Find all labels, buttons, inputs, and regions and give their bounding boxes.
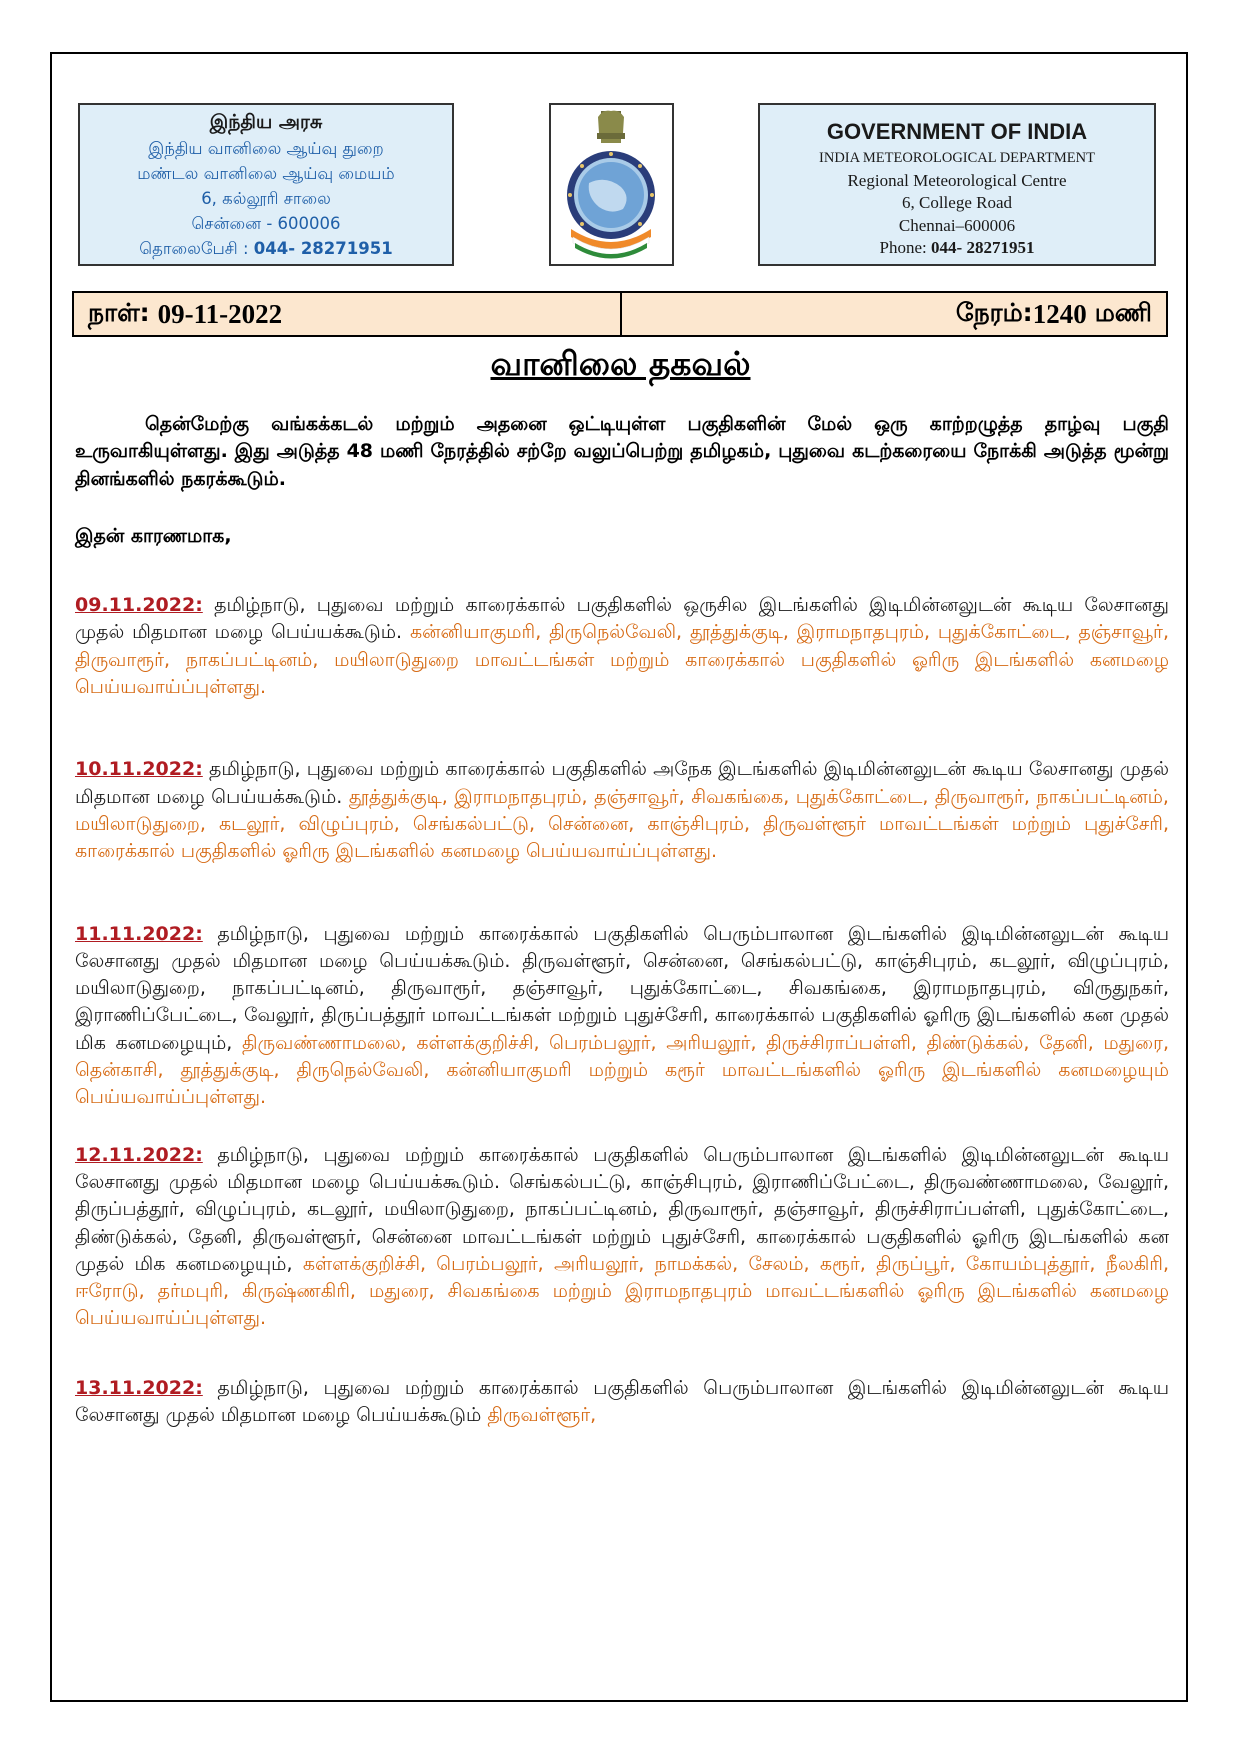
- date-time-row: [72, 291, 1168, 337]
- forecast-heavy-text: திருவள்ளூர்,: [487, 1404, 597, 1427]
- forecast-date: 09.11.2022:: [75, 594, 203, 617]
- forecast-normal-text: தமிழ்நாடு, புதுவை மற்றும் காரைக்கால் பகுதிகளில் ஒருசில இடங்களில் இடிமின்னலுடன் கூடிய லேசானது முதல் மிதமான மழை பெய்யக்கூடும்.: [75, 594, 1169, 644]
- forecast-date: 10.11.2022:: [75, 758, 203, 781]
- time-value: 1240: [1032, 298, 1087, 329]
- header-tamil-phone: 044- 28271951: [253, 239, 393, 258]
- header-tamil-phone-line: [80, 236, 452, 261]
- header-english-box: [758, 103, 1156, 266]
- forecast-day-4: [75, 1142, 1169, 1333]
- reason-line: இதன் காரணமாக,: [75, 524, 232, 547]
- header-tamil-city: சென்னை - 600006: [191, 214, 341, 233]
- forecast-heavy-text: தூத்துக்குடி, இராமநாதபுரம், தஞ்சாவூர், சிவகங்கை, புதுக்கோட்டை, திருவாரூர், நாகப்பட்டினம், மயிலாடுதுறை, கடலூர், விழுப்புரம், செங்கல்பட்டு, சென்னை, காஞ்சிபுரம், திருவள்ளூர் மாவட்டங்கள் மற்றும் புதுச்சேரி, காரைக்கால் பகுதிகளில் ஓரிரு இடங்களில் கனமழை பெய்யவாய்ப்புள்ளது.: [75, 785, 1169, 863]
- time-label: நேரம்:: [955, 297, 1033, 327]
- time-cell: [622, 293, 1166, 335]
- header-english-title: GOVERNMENT OF INDIA: [826, 119, 1088, 144]
- forecast-day-2: [75, 756, 1169, 865]
- header-tamil-dept: இந்திய வானிலை ஆய்வு துறை: [148, 139, 384, 158]
- date-value: 09-11-2022: [157, 298, 283, 329]
- header-tamil-phone-label: தொலைபேசி :: [139, 239, 249, 258]
- forecast-heavy-text: கள்ளக்குறிச்சி, பெரம்பலூர், அரியலூர், நாமக்கல், சேலம், கரூர், திருப்பூர், கோயம்புத்தூர், நீலகிரி, ஈரோடு, தர்மபுரி, கிருஷ்ணகிரி, மதுரை, சிவகங்கை மற்றும் இராமநாதபுரம் மாவட்டங்களில் ஓரிரு இடங்களில் கனமழை பெய்யவாய்ப்புள்ளது.: [75, 1252, 1170, 1330]
- header-tamil-title: இந்திய அரசு: [209, 111, 323, 133]
- header-tamil-centre: மண்டல வானிலை ஆய்வு மையம்: [137, 164, 395, 183]
- emblem-box: [549, 103, 674, 266]
- forecast-day-5: [75, 1375, 1169, 1430]
- time-unit: மணி: [1094, 297, 1152, 327]
- header-english-phone: 044- 28271951: [931, 238, 1035, 257]
- document-title: வானிலை தகவல்: [490, 344, 751, 383]
- date-cell: [74, 293, 622, 335]
- header-english-address: 6, College Road: [901, 193, 1012, 212]
- forecast-normal-text: தமிழ்நாடு, புதுவை மற்றும் காரைக்கால் பகுதிகளில் பெரும்பாலான இடங்களில் இடிமின்னலுடன் கூடிய லேசானது முதல் மிதமான மழை பெய்யக்கூடும். திருவள்ளூர், சென்னை, செங்கல்பட்டு, காஞ்சிபுரம், கடலூர், விழுப்புரம், மயிலாடுதுறை, நாகப்பட்டினம், திருவாரூர், தஞ்சாவூர், புதுக்கோட்டை, சிவகங்கை, இராமநாதபுரம், விருதுநகர், இராணிப்பேட்டை, வேலூர், திருப்பத்தூர் மாவட்டங்கள் மற்றும் புதுச்சேரி, காரைக்கால் பகுதிகளில் ஓரிரு இடங்களில் கன முதல் மிக கனமழையும்,: [75, 922, 1169, 1054]
- header-english-phone-label: Phone:: [879, 238, 927, 257]
- forecast-day-1: [75, 592, 1169, 701]
- forecast-normal-text: தமிழ்நாடு, புதுவை மற்றும் காரைக்கால் பகுதிகளில் பெரும்பாலான இடங்களில் இடிமின்னலுடன் கூடிய லேசானது முதல் மிதமான மழை பெய்யக்கூடும்: [75, 1376, 1169, 1427]
- intro-text: தென்மேற்கு வங்கக்கடல் மற்றும் அதனை ஒட்டியுள்ள பகுதிகளின் மேல் ஒரு காற்றழுத்த தாழ்வு பகுதி உருவாகியுள்ளது. இது அடுத்த 48 மணி நேரத்தில் சற்றே வலுப்பெற்று தமிழகம், புதுவை கடற்கரையை நோக்கி அடுத்த மூன்று தினங்களில் நகரக்கூடும்.: [75, 413, 1169, 490]
- intro-paragraph: [75, 411, 1169, 493]
- forecast-day-3: [75, 921, 1169, 1112]
- header-english-dept: INDIA METEOROLOGICAL DEPARTMENT: [819, 150, 1095, 166]
- forecast-heavy-text: திருவண்ணாமலை, கள்ளக்குறிச்சி, பெரம்பலூர், அரியலூர், திருச்சிராப்பள்ளி, திண்டுக்கல், தேனி, மதுரை, தென்காசி, தூத்துக்குடி, திருநெல்வேலி, கன்னியாகுமரி மற்றும் கரூர் மாவட்டங்களில் ஓரிரு இடங்களில் கனமழையும் பெய்யவாய்ப்புள்ளது.: [75, 1031, 1169, 1109]
- header-english-city: Chennai–600006: [898, 215, 1016, 235]
- header-tamil-address: 6, கல்லூரி சாலை: [201, 189, 331, 208]
- header-tamil-box: [78, 103, 454, 266]
- header-english-phone-line: [760, 237, 1154, 260]
- imd-emblem-icon: [551, 105, 672, 264]
- forecast-date: 12.11.2022:: [75, 1143, 203, 1166]
- forecast-normal-text: தமிழ்நாடு, புதுவை மற்றும் காரைக்கால் பகுதிகளில் அநேக இடங்களில் இடிமின்னலுடன் கூடிய லேசானது முதல் மிதமான மழை பெய்யக்கூடும்.: [75, 758, 1169, 808]
- forecast-normal-text: தமிழ்நாடு, புதுவை மற்றும் காரைக்கால் பகுதிகளில் பெரும்பாலான இடங்களில் இடிமின்னலுடன் கூடிய லேசானது முதல் மிதமான மழை பெய்யக்கூடும். செங்கல்பட்டு, காஞ்சிபுரம், இராணிப்பேட்டை, திருவண்ணாமலை, வேலூர், திருப்பத்தூர், விழுப்புரம், கடலூர், மயிலாடுதுறை, நாகப்பட்டினம், திருவாரூர், தஞ்சாவூர், திருச்சிராப்பள்ளி, புதுக்கோட்டை, திண்டுக்கல், தேனி, திருவள்ளூர், சென்னை மாவட்டங்கள் மற்றும் புதுச்சேரி, காரைக்கால் பகுதிகளில் ஓரிரு இடங்களில் கன முதல் மிக கனமழையும்,: [75, 1143, 1169, 1275]
- date-label: நாள்:: [88, 297, 150, 327]
- forecast-heavy-text: கன்னியாகுமரி, திருநெல்வேலி, தூத்துக்குடி, இராமநாதபுரம், புதுக்கோட்டை, தஞ்சாவூர், திருவாரூர், நாகப்பட்டினம், மயிலாடுதுறை மாவட்டங்கள் மற்றும் காரைக்கால் பகுதிகளில் ஓரிரு இடங்களில் கனமழை பெய்யவாய்ப்புள்ளது.: [75, 621, 1169, 699]
- header-english-centre: Regional Meteorological Centre: [847, 170, 1067, 190]
- forecast-date: 11.11.2022:: [75, 922, 203, 945]
- forecast-content: [75, 411, 1169, 1429]
- forecast-date: 13.11.2022:: [75, 1376, 203, 1399]
